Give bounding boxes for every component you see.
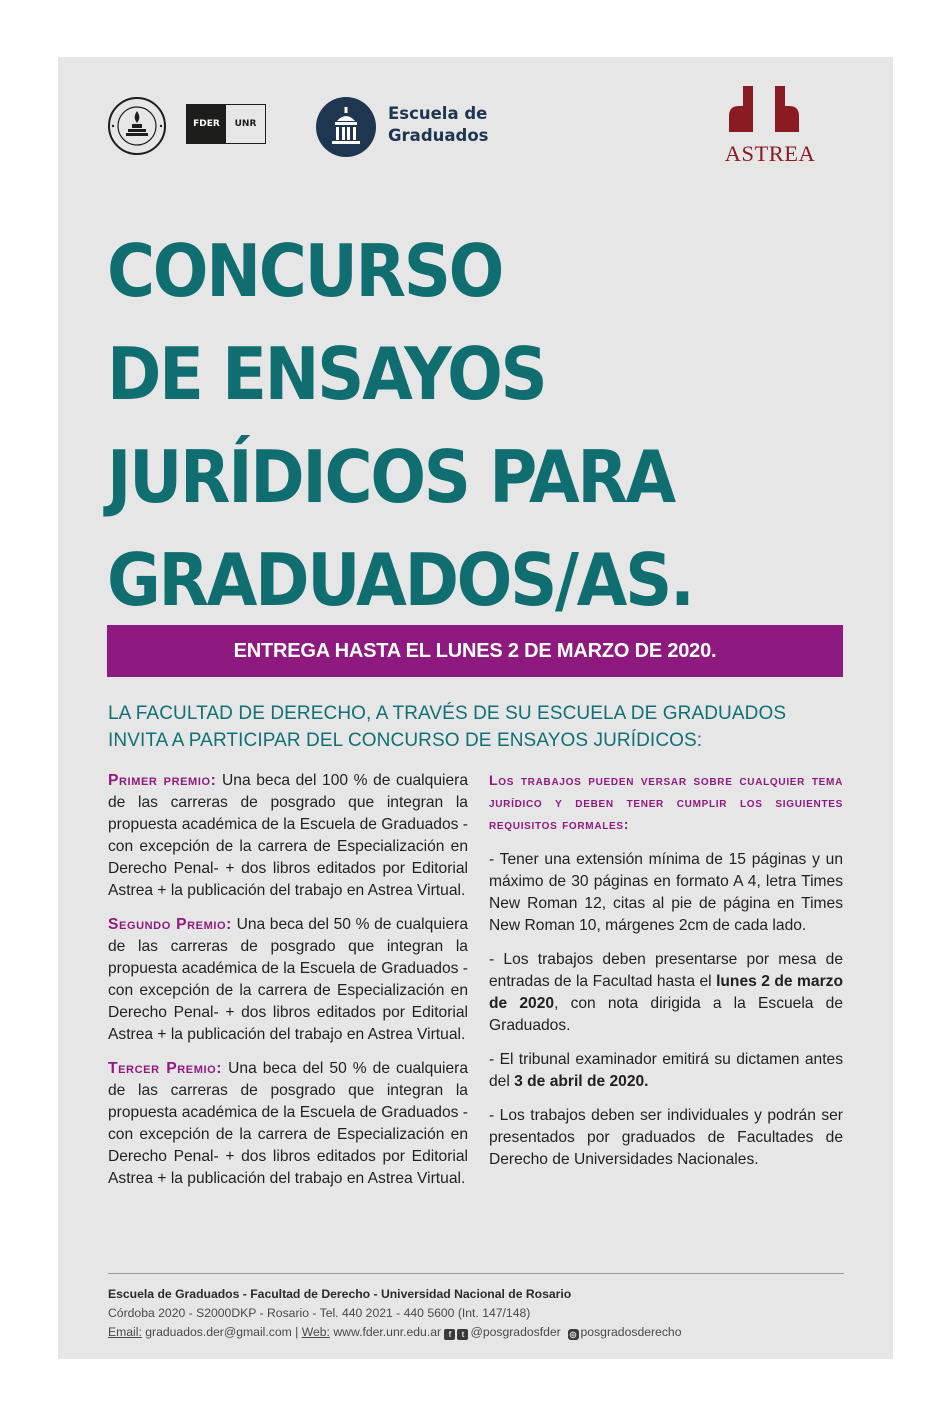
title-line-3: JURÍDICOS PARA xyxy=(107,435,674,519)
prize-first xyxy=(108,770,468,902)
prize-label: Primer premio: xyxy=(108,772,217,789)
requirements-heading: Los trabajos pueden versar sobre cualquier tema jurídico y deben tener cumplir los siguientes requisitos formales: xyxy=(489,772,843,832)
footer-address: Córdoba 2020 - S2000DKP - Rosario - Tel. 440 2021 - 440 5600 (Int. 147/148) xyxy=(108,1306,531,1320)
requirement-date: lunes 2 de marzo de 2020 xyxy=(489,973,843,1012)
escuela-line1: Escuela de xyxy=(388,104,488,123)
unr-label: UNR xyxy=(234,119,257,129)
facebook-icon[interactable]: f xyxy=(444,1329,455,1340)
requirements-column xyxy=(489,769,843,1171)
requirement-item: - Tener una extensión mínima de 15 páginas y un máximo de 30 páginas en formato A 4, letra Times New Roman 12, citas al pie de página en Times New Roman 10, márgenes 2cm de cada lado. xyxy=(489,851,843,934)
escuela-line2: Graduados xyxy=(388,126,489,145)
intro-text xyxy=(108,700,848,754)
instagram-icon[interactable]: ◎ xyxy=(568,1329,579,1340)
deadline-banner: ENTREGA HASTA EL LUNES 2 DE MARZO DE 2020. xyxy=(107,625,843,677)
prize-third xyxy=(108,1058,468,1190)
footer-institution: Escuela de Graduados - Facultad de Derecho - Universidad Nacional de Rosario xyxy=(108,1287,572,1301)
instagram-handle[interactable]: posgradosderecho xyxy=(580,1325,682,1339)
astrea-logo-mark xyxy=(725,86,813,132)
prize-text: Una beca del 50 % de cualquiera de las carreras de posgrado que integran la propuesta académica de la Escuela de Graduados -con excepción de la carrera de Especialización en Derecho Penal- + dos libros editados por Editorial Astrea + la publicación del trabajo en Astrea Virtual. xyxy=(108,1060,468,1187)
requirement-item xyxy=(489,1049,843,1093)
astrea-wordmark: ASTREA xyxy=(724,141,816,166)
twitter-icon[interactable]: t xyxy=(457,1329,468,1340)
title-line-4: GRADUADOS/AS. xyxy=(107,538,693,622)
page-title xyxy=(107,220,693,632)
title-line-2: DE ENSAYOS xyxy=(107,332,546,416)
prize-label: Segundo Premio: xyxy=(108,916,232,933)
footer xyxy=(108,1285,848,1342)
email-label: Email: xyxy=(108,1325,142,1339)
requirement-item xyxy=(489,949,843,1037)
prize-text: Una beca del 50 % de cualquiera de las carreras de posgrado que integran la propuesta académica de la Escuela de Graduados -con excepción de la carrera de Especialización en Derecho Penal- + dos libros editados por Editorial Astrea + la publicación del trabajo en Astrea Virtual. xyxy=(108,916,468,1043)
escuela-graduados-wordmark xyxy=(388,103,488,147)
footer-contact xyxy=(108,1323,848,1342)
requirement-text: , con nota dirigida a la Escuela de Graduados. xyxy=(489,995,843,1034)
prize-second xyxy=(108,914,468,1046)
escuela-graduados-building-icon xyxy=(316,97,376,157)
unr-seal-logo xyxy=(108,97,166,155)
prize-text: Una beca del 100 % de cualquiera de las carreras de posgrado que integran la propuesta académica de la Escuela de Graduados -con excepción de la carrera de Especialización en Derecho Penal- + dos libros editados por Editorial Astrea + la publicación del trabajo en Astrea Virtual. xyxy=(108,772,468,899)
intro-line-2: INVITA A PARTICIPAR DEL CONCURSO DE ENSAYOS JURÍDICOS: xyxy=(108,730,703,751)
intro-line-1: LA FACULTAD DE DERECHO, A TRAVÉS DE SU ESCUELA DE GRADUADOS xyxy=(108,703,787,724)
requirement-date: 3 de abril de 2020. xyxy=(514,1073,649,1090)
requirement-text: - El tribunal examinador emitirá su dictamen antes del xyxy=(489,1051,843,1090)
prize-label: Tercer Premio: xyxy=(108,1060,223,1077)
web-label: Web: xyxy=(301,1325,330,1339)
requirement-text: - Los trabajos deben presentarse por mesa de entradas de la Facultad hasta el xyxy=(489,951,843,990)
email-link[interactable]: graduados.der@gmail.com | xyxy=(141,1325,302,1339)
web-link[interactable]: www.fder.unr.edu.ar xyxy=(329,1325,445,1339)
prizes-column xyxy=(108,770,468,1190)
footer-divider xyxy=(108,1273,844,1274)
fder-label: FDER xyxy=(187,105,226,143)
fder-unr-logo xyxy=(186,104,266,144)
requirement-item: - Los trabajos deben ser individuales y podrán ser presentados por graduados de Facultades de Derecho de Universidades Nacionales. xyxy=(489,1107,843,1168)
social-handle[interactable]: @posgradosfder xyxy=(470,1325,561,1339)
title-line-1: CONCURSO xyxy=(107,229,503,313)
